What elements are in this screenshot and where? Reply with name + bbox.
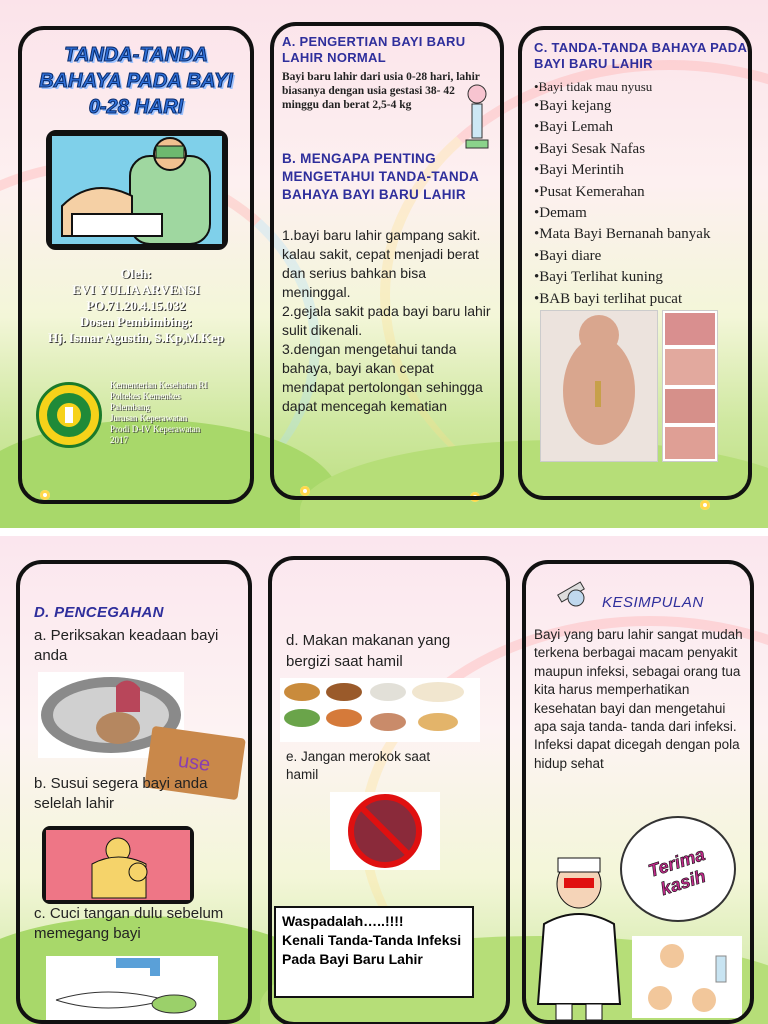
section-b-line: 3.dengan mengetahui tanda bahaya, bayi akan cepat mendapat pertolongan sehingga dapat mencegah kematian [282, 341, 483, 414]
section-b-body [282, 226, 496, 416]
breastfeeding-illustration [42, 826, 194, 904]
sign-word: use [176, 749, 212, 777]
institution-line: Prodi D-IV Keperawatan [110, 424, 201, 434]
danger-signs-list [534, 78, 748, 310]
list-item: •Demam [534, 205, 587, 222]
syringe-icon [548, 568, 598, 618]
sheet-separator [0, 528, 768, 536]
institution-line: Palembang [110, 402, 150, 412]
no-smoking-illustration [330, 792, 440, 870]
conclusion-body: Bayi yang baru lahir sangat mudah terkena berbagai macam penyakit maupun infeksi, sebagai orang tua kita harus memperhatikan kesehatan bayi dan mengetahui apa saja tanda- tanda dari infeksi. Infeksi dapat dicegah dengan pola hidup sehat [534, 627, 743, 771]
warning-line: Waspadalah…..!!!! [282, 913, 404, 929]
brochure-inside [0, 536, 768, 1024]
list-item: •Bayi Merintih [534, 162, 624, 179]
conclusion-panel [522, 560, 754, 1024]
cover-title: TANDA-TANDA BAHAYA PADA BAYI 0-28 HARI [39, 44, 233, 118]
section-b-line: 1.bayi baru lahir gampang sakit. [282, 227, 481, 243]
cover-panel [18, 26, 254, 504]
nurse-illustration [534, 854, 624, 1024]
list-item: •Bayi tidak mau nyusu [534, 79, 653, 94]
prevention-item-c: c. Cuci tangan dulu sebelum memegang bayi [34, 905, 224, 942]
thanks-bubble [620, 816, 736, 922]
danger-signs-panel [518, 26, 752, 500]
institution-line: Jurusan Keperawatan [110, 413, 188, 423]
conclusion-title: KESIMPULAN [602, 594, 704, 611]
institution-block [110, 380, 248, 446]
section-c-title: C. TANDA-TANDA BAHAYA PADA BAYI BARU LAHIR [534, 40, 747, 71]
section-d-title: D. PENCEGAHAN [34, 604, 164, 621]
prevention-item-a: a. Periksakan keadaan bayi anda [34, 627, 219, 664]
student-id: PO.71.20.4.15.032 [86, 298, 186, 313]
institution-logo [36, 382, 102, 448]
healthy-food-illustration [280, 678, 480, 742]
list-item: •Bayi kejang [534, 98, 612, 114]
prevention-panel [16, 560, 252, 1024]
author-name: EVI YULIA ARVENSI [72, 282, 200, 297]
institution-line: Poltekes Kemenkes [110, 391, 181, 401]
doctor-illustration [46, 130, 228, 250]
prevention-item-e: e. Jangan merokok saat hamil [286, 749, 431, 782]
institution-line: Kementerian Kesehatan RI [110, 380, 208, 390]
handwashing-illustration [46, 956, 218, 1020]
section-a-title: A. PENGERTIAN BAYI BARU LAHIR NORMAL [282, 34, 466, 65]
prevention-item-d: d. Makan makanan yang bergizi saat hamil [286, 632, 451, 670]
supervisor-label: Dosen Pembimbing: [79, 314, 193, 329]
author-by-label: Oleh: [120, 266, 152, 281]
section-b-line: 2.gejala sakit pada bayi baru lahir sulit dikenali. [282, 303, 491, 338]
definition-panel [270, 22, 504, 500]
list-item: •Mata Bayi Bernanah banyak [534, 226, 711, 243]
flower-decoration [700, 500, 710, 510]
list-item: •BAB bayi terlihat pucat [534, 290, 683, 307]
warning-box [274, 906, 474, 998]
nutrition-panel [268, 556, 510, 1024]
section-a-body: Bayi baru lahir dari usia 0-28 hari, lahir biasanya dengan usia gestasi 38- 42 minggu dan berat 2,5-4 kg [282, 71, 480, 111]
list-item: •Bayi Terlihat kuning [534, 269, 663, 286]
section-b-title: B. MENGAPA PENTING MENGETAHUI TANDA-TANDA BAHAYA BAYI BARU LAHIR [282, 151, 479, 202]
babies-photo [632, 936, 742, 1018]
warning-line: Kenali Tanda-Tanda Infeksi Pada Bayi Baru Lahir [282, 932, 462, 967]
baby-skin-photos [662, 310, 718, 462]
baby-photo [540, 310, 658, 462]
list-item: •Bayi diare [534, 247, 602, 264]
section-b-line: kalau sakit, cepat menjadi berat dan serius bahkan bisa meninggal. [282, 246, 479, 300]
supervisor-name: Hj. Ismar Agustin, S.Kp,M.Kep [47, 330, 224, 345]
thanks-text: Terima kasih [645, 844, 709, 900]
scale-illustration [464, 82, 490, 152]
list-item: •Bayi Sesak Nafas [534, 140, 646, 157]
list-item: •Bayi Lemah [534, 119, 613, 136]
list-item: •Pusat Kemerahan [534, 183, 645, 200]
prevention-item-b: b. Susui segera bayi anda selelah lahir [34, 775, 208, 812]
institution-line: 2017 [110, 435, 128, 445]
